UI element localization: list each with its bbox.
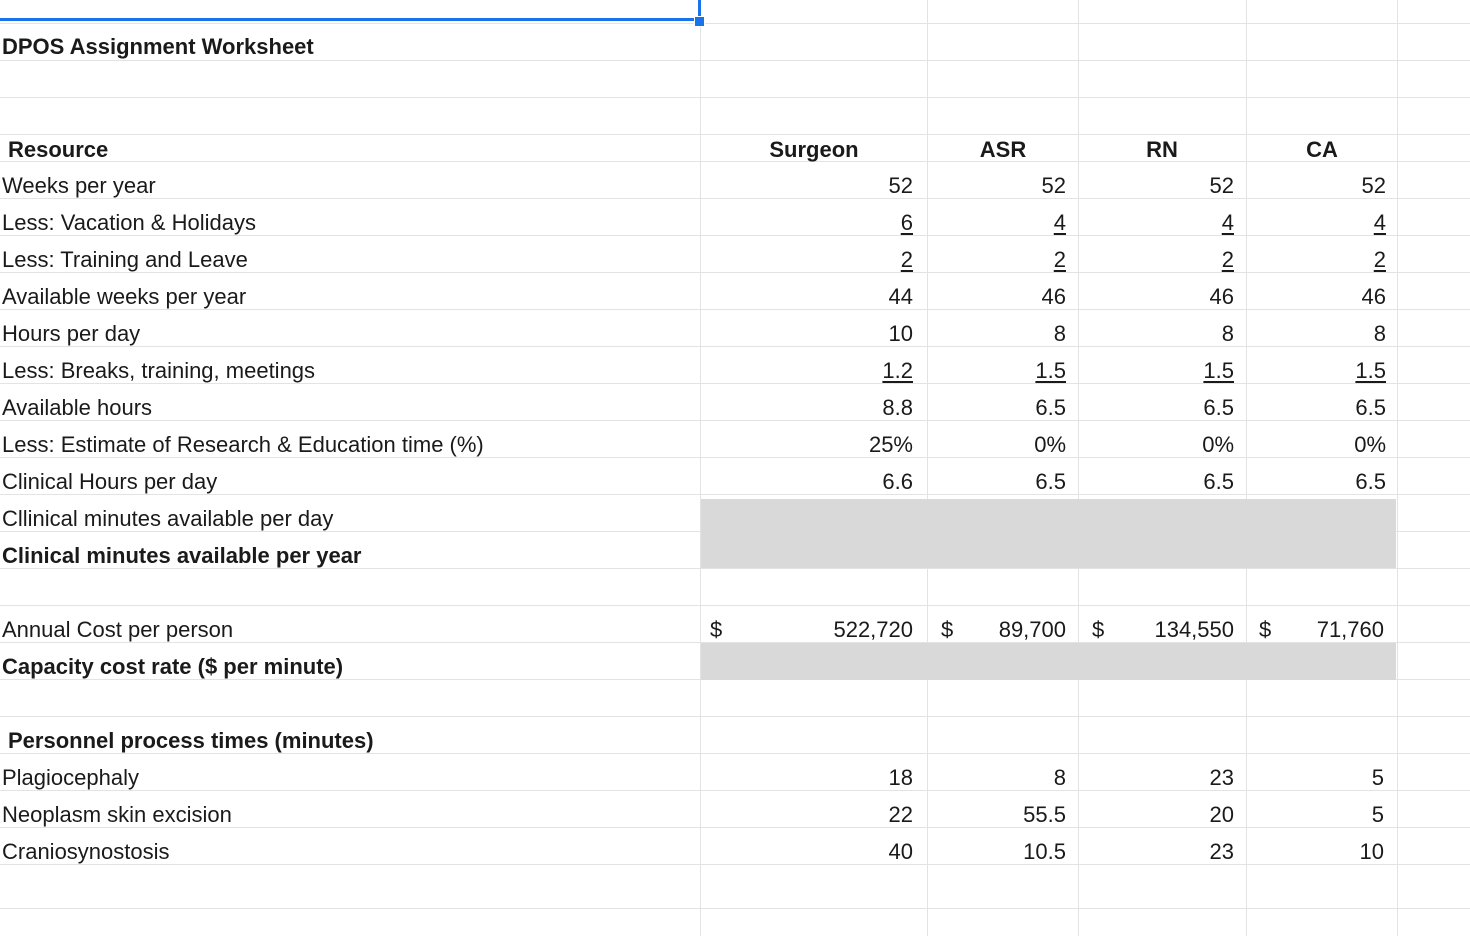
table-row xyxy=(0,796,1470,833)
table-row xyxy=(0,537,1470,574)
table-row xyxy=(0,167,1470,204)
cell-surgeon[interactable]: 18 xyxy=(888,765,913,790)
table-row xyxy=(0,389,1470,426)
cell-ca[interactable]: 52 xyxy=(1361,173,1386,198)
resource-header[interactable]: Resource xyxy=(8,137,109,162)
cell-rn[interactable]: 23 xyxy=(1209,765,1234,790)
row-label[interactable]: Less: Vacation & Holidays xyxy=(2,210,256,235)
process-label[interactable]: Plagiocephaly xyxy=(2,765,139,790)
currency-symbol: $ xyxy=(1259,617,1272,642)
cell-asr[interactable]: 46 xyxy=(1041,284,1066,309)
col-header-rn[interactable]: RN xyxy=(1146,137,1178,162)
row-label[interactable]: Weeks per year xyxy=(2,173,156,198)
cell-surgeon[interactable]: 6 xyxy=(900,210,913,235)
table-row xyxy=(0,833,1470,870)
capacity-cost-row xyxy=(0,648,1470,685)
col-header-ca[interactable]: CA xyxy=(1306,137,1338,162)
cell-asr[interactable]: 2 xyxy=(1053,247,1066,272)
row-label[interactable]: Available hours xyxy=(2,395,153,420)
process-label[interactable]: Craniosynostosis xyxy=(2,839,170,864)
cell-surgeon[interactable]: 22 xyxy=(888,802,913,827)
cell-rn[interactable]: 2 xyxy=(1221,247,1234,272)
process-header[interactable]: Personnel process times (minutes) xyxy=(8,728,374,753)
cell-ca[interactable]: 46 xyxy=(1361,284,1386,309)
cell-ca[interactable]: 6.5 xyxy=(1355,469,1386,494)
selection-border xyxy=(0,18,700,21)
cell-ca[interactable]: 4 xyxy=(1373,210,1386,235)
table-row xyxy=(0,759,1470,796)
cell-rn[interactable]: 0% xyxy=(1202,432,1234,457)
cell-ca[interactable]: 0% xyxy=(1354,432,1386,457)
fill-handle[interactable] xyxy=(694,16,705,27)
row-label[interactable]: Clinical Hours per day xyxy=(2,469,218,494)
row-label[interactable]: Hours per day xyxy=(2,321,141,346)
cell-asr[interactable]: 0% xyxy=(1034,432,1066,457)
currency-symbol: $ xyxy=(941,617,954,642)
cost-rn[interactable]: 134,550 xyxy=(1154,617,1234,642)
cost-asr[interactable]: 89,700 xyxy=(998,617,1066,642)
cell-asr[interactable]: 1.5 xyxy=(1035,358,1066,383)
process-header-row xyxy=(0,722,1470,759)
cell-asr[interactable]: 10.5 xyxy=(1023,839,1066,864)
title-row xyxy=(0,28,1470,65)
currency-symbol: $ xyxy=(1092,617,1105,642)
cell-surgeon[interactable]: 6.6 xyxy=(882,469,913,494)
clinical-minutes-day-label[interactable]: Cllinical minutes available per day xyxy=(2,506,334,531)
cell-rn[interactable]: 6.5 xyxy=(1203,395,1234,420)
cell-rn[interactable]: 8 xyxy=(1221,321,1234,346)
cell-asr[interactable]: 4 xyxy=(1053,210,1066,235)
cost-ca[interactable]: 71,760 xyxy=(1316,617,1384,642)
cost-surgeon[interactable]: 522,720 xyxy=(833,617,913,642)
table-row xyxy=(0,241,1470,278)
cell-ca[interactable]: 10 xyxy=(1359,839,1384,864)
col-header-surgeon[interactable]: Surgeon xyxy=(769,137,859,162)
cell-surgeon[interactable]: 10 xyxy=(888,321,913,346)
currency-symbol: $ xyxy=(710,617,723,642)
cell-surgeon[interactable]: 25% xyxy=(868,432,913,457)
clinical-minutes-year-label[interactable]: Clinical minutes available per year xyxy=(2,543,362,568)
row-label[interactable]: Less: Estimate of Research & Education time (%) xyxy=(2,432,484,457)
annual-cost-row xyxy=(0,611,1470,648)
cell-surgeon[interactable]: 52 xyxy=(888,173,913,198)
cell-ca[interactable]: 8 xyxy=(1373,321,1386,346)
annual-cost-label[interactable]: Annual Cost per person xyxy=(2,617,234,642)
cell-asr[interactable]: 8 xyxy=(1053,765,1066,790)
cell-rn[interactable]: 20 xyxy=(1209,802,1234,827)
table-row xyxy=(0,352,1470,389)
cell-ca[interactable]: 1.5 xyxy=(1355,358,1386,383)
cell-asr[interactable]: 6.5 xyxy=(1035,469,1066,494)
table-row xyxy=(0,315,1470,352)
row-label[interactable]: Less: Breaks, training, meetings xyxy=(2,358,316,383)
sheet-title[interactable]: DPOS Assignment Worksheet xyxy=(2,34,314,59)
cell-asr[interactable]: 52 xyxy=(1041,173,1066,198)
cell-surgeon[interactable]: 44 xyxy=(888,284,913,309)
table-row xyxy=(0,204,1470,241)
table-row xyxy=(0,463,1470,500)
cell-rn[interactable]: 6.5 xyxy=(1203,469,1234,494)
cell-rn[interactable]: 52 xyxy=(1209,173,1234,198)
row-label[interactable]: Available weeks per year xyxy=(2,284,247,309)
cell-rn[interactable]: 1.5 xyxy=(1203,358,1234,383)
cell-asr[interactable]: 6.5 xyxy=(1035,395,1066,420)
row-label[interactable]: Less: Training and Leave xyxy=(2,247,248,272)
table-row xyxy=(0,278,1470,315)
cell-surgeon[interactable]: 8.8 xyxy=(882,395,913,420)
cell-ca[interactable]: 6.5 xyxy=(1355,395,1386,420)
cell-surgeon[interactable]: 40 xyxy=(888,839,913,864)
header-row xyxy=(0,131,1470,168)
cell-surgeon[interactable]: 1.2 xyxy=(882,358,913,383)
cell-asr[interactable]: 8 xyxy=(1053,321,1066,346)
table-row xyxy=(0,500,1470,537)
cell-ca[interactable]: 5 xyxy=(1371,765,1384,790)
table-row xyxy=(0,426,1470,463)
cell-asr[interactable]: 55.5 xyxy=(1023,802,1066,827)
cell-rn[interactable]: 46 xyxy=(1209,284,1234,309)
capacity-cost-label[interactable]: Capacity cost rate ($ per minute) xyxy=(2,654,344,679)
col-header-asr[interactable]: ASR xyxy=(979,137,1027,162)
cell-surgeon[interactable]: 2 xyxy=(900,247,913,272)
cell-ca[interactable]: 2 xyxy=(1373,247,1386,272)
process-label[interactable]: Neoplasm skin excision xyxy=(2,802,232,827)
cell-rn[interactable]: 4 xyxy=(1221,210,1234,235)
cell-ca[interactable]: 5 xyxy=(1371,802,1384,827)
cell-rn[interactable]: 23 xyxy=(1209,839,1234,864)
